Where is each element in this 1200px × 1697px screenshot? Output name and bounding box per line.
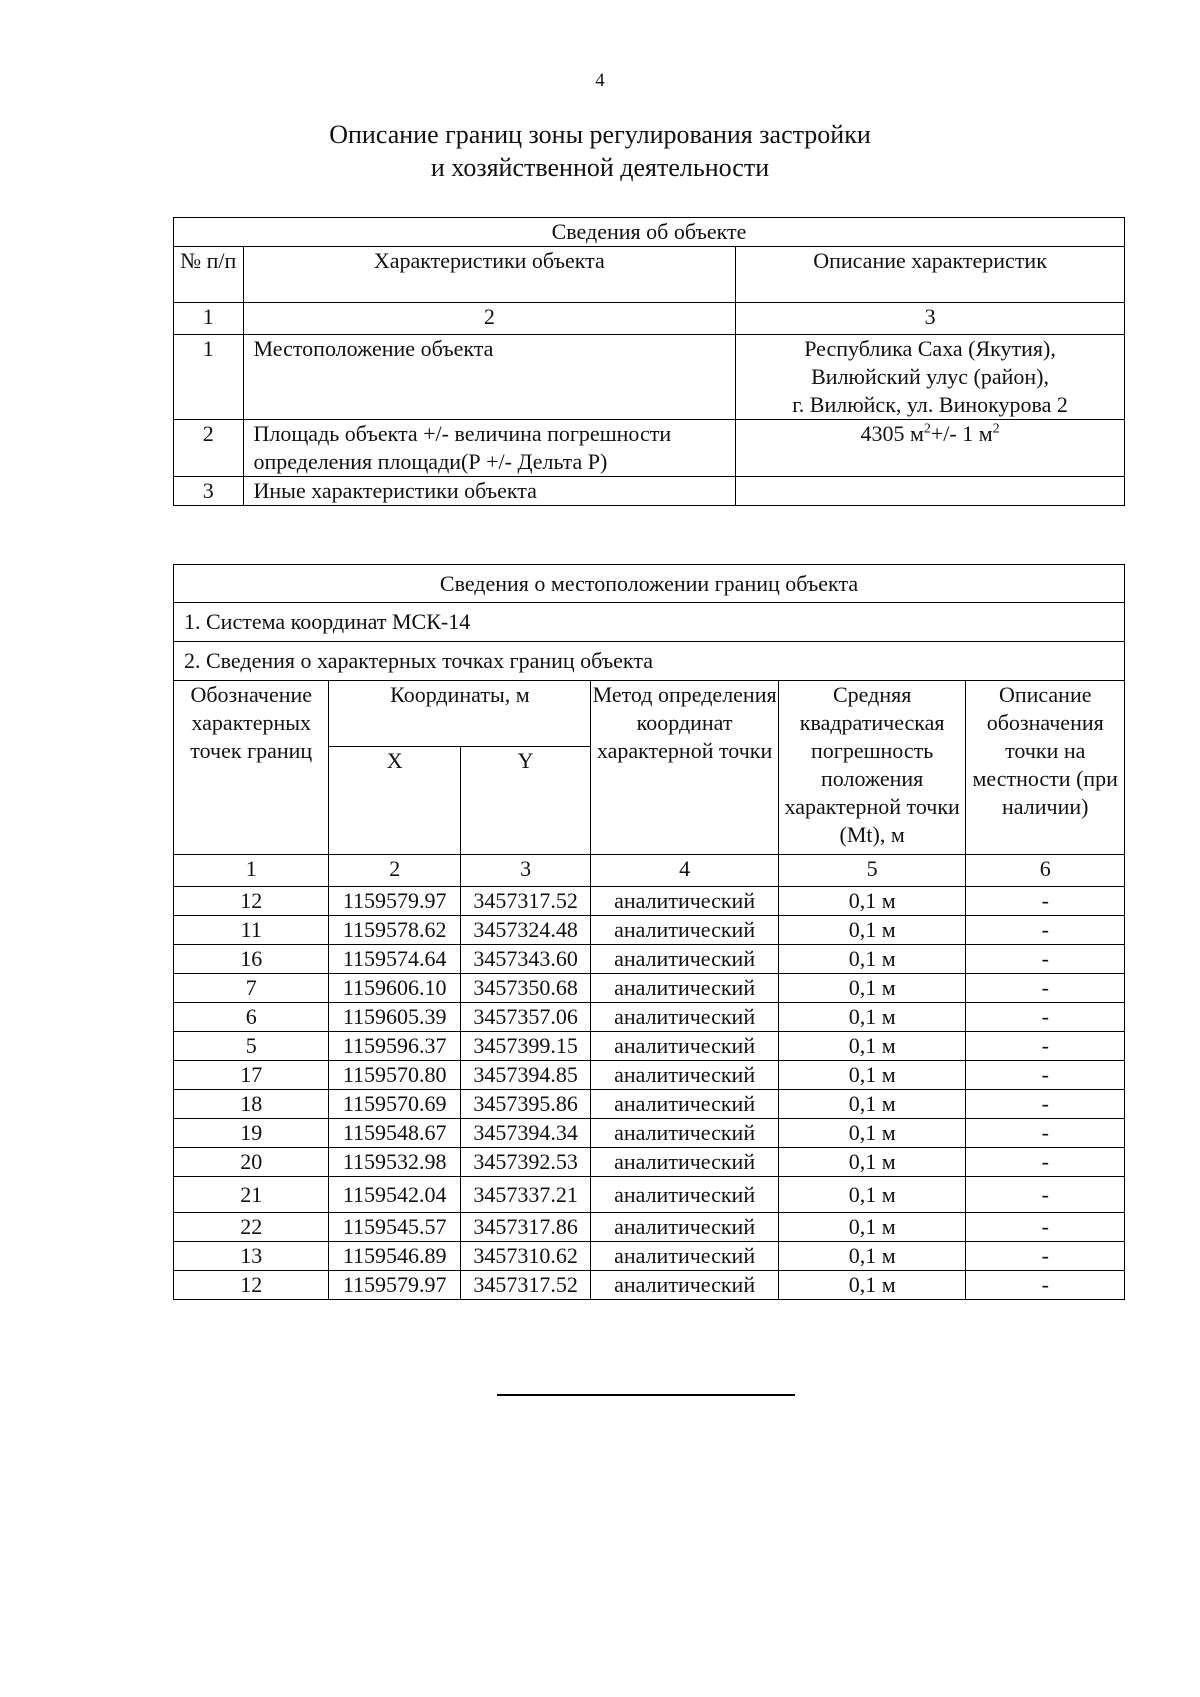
error: 0,1 м <box>778 916 966 945</box>
point-label: 5 <box>174 1032 329 1061</box>
coordinates-table <box>173 564 1125 1300</box>
error: 0,1 м <box>778 1090 966 1119</box>
coord-y: 3457399.15 <box>460 1032 590 1061</box>
point-label: 20 <box>174 1148 329 1177</box>
coord-x: 1159579.97 <box>329 887 460 916</box>
coord-x: 1159542.04 <box>329 1177 460 1213</box>
method: аналитический <box>591 1003 779 1032</box>
method: аналитический <box>591 887 779 916</box>
point-label: 11 <box>174 916 329 945</box>
col-header-description: Описание характеристик <box>736 247 1125 303</box>
coord-y: 3457394.85 <box>460 1061 590 1090</box>
table-row <box>174 1032 1125 1061</box>
col-header-x: X <box>329 747 460 855</box>
signature-line <box>497 1394 795 1396</box>
error: 0,1 м <box>778 1148 966 1177</box>
col-header-coordinates: Координаты, м <box>329 681 591 747</box>
page-number: 4 <box>595 70 605 91</box>
point-label: 12 <box>174 1271 329 1300</box>
error: 0,1 м <box>778 1061 966 1090</box>
col-header-point: Обозначение характерных точек границ <box>174 681 329 855</box>
point-description: - <box>966 1177 1125 1213</box>
point-description: - <box>966 1213 1125 1242</box>
point-description: - <box>966 1148 1125 1177</box>
row-number: 1 <box>174 335 244 420</box>
point-label: 13 <box>174 1242 329 1271</box>
title-line-1: Описание границ зоны регулирования застройки <box>329 120 871 149</box>
coord-y: 3457395.86 <box>460 1090 590 1119</box>
coords-table-heading: Сведения о местоположении границ объекта <box>174 565 1125 603</box>
error: 0,1 м <box>778 945 966 974</box>
point-description: - <box>966 974 1125 1003</box>
point-description: - <box>966 1119 1125 1148</box>
point-description: - <box>966 945 1125 974</box>
point-description: - <box>966 1271 1125 1300</box>
table-row <box>174 1242 1125 1271</box>
error: 0,1 м <box>778 974 966 1003</box>
row-characteristic: Иные характеристики объекта <box>243 477 736 506</box>
coord-y: 3457343.60 <box>460 945 590 974</box>
col-header-point-description: Описание обозначения точки на местности (при наличии) <box>966 681 1125 855</box>
title-line-2: и хозяйственной деятельности <box>430 153 770 182</box>
coord-y: 3457317.52 <box>460 887 590 916</box>
row-number: 3 <box>174 477 244 506</box>
object-table-heading: Сведения об объекте <box>174 218 1125 247</box>
coord-x: 1159605.39 <box>329 1003 460 1032</box>
table-row <box>174 1271 1125 1300</box>
location-line: г. Вилюйск, ул. Винокурова 2 <box>792 392 1068 417</box>
table-row <box>174 887 1125 916</box>
location-line: Вилюйский улус (район), <box>811 364 1049 389</box>
col-index: 6 <box>966 855 1125 887</box>
point-description: - <box>966 1032 1125 1061</box>
location-line: Республика Саха (Якутия), <box>804 336 1056 361</box>
col-header-num: № п/п <box>174 247 244 303</box>
col-index: 5 <box>778 855 966 887</box>
method: аналитический <box>591 1177 779 1213</box>
table-row <box>174 1003 1125 1032</box>
method: аналитический <box>591 1090 779 1119</box>
col-header-y: Y <box>460 747 590 855</box>
row-characteristic: Местоположение объекта <box>243 335 736 420</box>
coord-x: 1159546.89 <box>329 1242 460 1271</box>
object-info-table <box>173 217 1125 506</box>
coord-y: 3457310.62 <box>460 1242 590 1271</box>
coord-y: 3457337.21 <box>460 1177 590 1213</box>
table-row <box>174 420 1125 477</box>
point-label: 12 <box>174 887 329 916</box>
coord-y: 3457324.48 <box>460 916 590 945</box>
method: аналитический <box>591 974 779 1003</box>
error: 0,1 м <box>778 1003 966 1032</box>
row-number: 2 <box>174 420 244 477</box>
col-header-error: Средняя квадратическая погрешность положения характерной точки (Mt), м <box>778 681 966 855</box>
col-index: 3 <box>460 855 590 887</box>
error: 0,1 м <box>778 1119 966 1148</box>
point-label: 17 <box>174 1061 329 1090</box>
coord-x: 1159606.10 <box>329 974 460 1003</box>
table-row <box>174 477 1125 506</box>
coordinate-system: 1. Система координат МСК-14 <box>174 603 1125 642</box>
coord-x: 1159574.64 <box>329 945 460 974</box>
location-description <box>736 335 1125 420</box>
error: 0,1 м <box>778 1177 966 1213</box>
table-row <box>174 1177 1125 1213</box>
point-description: - <box>966 1003 1125 1032</box>
error: 0,1 м <box>778 1213 966 1242</box>
page-title <box>0 118 1200 184</box>
table-row <box>174 1148 1125 1177</box>
coord-x: 1159579.97 <box>329 1271 460 1300</box>
point-label: 21 <box>174 1177 329 1213</box>
coord-x: 1159570.69 <box>329 1090 460 1119</box>
method: аналитический <box>591 1213 779 1242</box>
points-heading: 2. Сведения о характерных точках границ объекта <box>174 642 1125 681</box>
table-row <box>174 945 1125 974</box>
col-index: 1 <box>174 855 329 887</box>
point-description: - <box>966 887 1125 916</box>
table-row <box>174 974 1125 1003</box>
method: аналитический <box>591 1242 779 1271</box>
table-row <box>174 1119 1125 1148</box>
method: аналитический <box>591 916 779 945</box>
coord-y: 3457392.53 <box>460 1148 590 1177</box>
method: аналитический <box>591 1148 779 1177</box>
coord-y: 3457357.06 <box>460 1003 590 1032</box>
row-description <box>736 477 1125 506</box>
point-description: - <box>966 1061 1125 1090</box>
col-index: 1 <box>174 303 244 335</box>
col-index: 4 <box>591 855 779 887</box>
point-label: 16 <box>174 945 329 974</box>
method: аналитический <box>591 1032 779 1061</box>
table-row <box>174 1061 1125 1090</box>
coord-x: 1159596.37 <box>329 1032 460 1061</box>
row-characteristic: Площадь объекта +/- величина погрешности определения площади(Р +/- Дельта Р) <box>243 420 736 477</box>
point-description: - <box>966 916 1125 945</box>
point-label: 6 <box>174 1003 329 1032</box>
coord-x: 1159570.80 <box>329 1061 460 1090</box>
method: аналитический <box>591 1119 779 1148</box>
col-index: 2 <box>243 303 736 335</box>
area-value: 4305 $м^2+/-$ 1 $м^2$ <box>736 420 1125 477</box>
error: 0,1 м <box>778 1032 966 1061</box>
table-row <box>174 916 1125 945</box>
coord-x: 1159545.57 <box>329 1213 460 1242</box>
method: аналитический <box>591 945 779 974</box>
table-row <box>174 335 1125 420</box>
error: 0,1 м <box>778 1271 966 1300</box>
point-label: 22 <box>174 1213 329 1242</box>
table-row <box>174 1090 1125 1119</box>
table-row <box>174 1213 1125 1242</box>
coord-x: 1159548.67 <box>329 1119 460 1148</box>
coord-x: 1159532.98 <box>329 1148 460 1177</box>
error: 0,1 м <box>778 887 966 916</box>
point-description: - <box>966 1242 1125 1271</box>
method: аналитический <box>591 1271 779 1300</box>
error: 0,1 м <box>778 1242 966 1271</box>
coord-y: 3457317.52 <box>460 1271 590 1300</box>
point-description: - <box>966 1090 1125 1119</box>
coord-y: 3457317.86 <box>460 1213 590 1242</box>
point-label: 19 <box>174 1119 329 1148</box>
coord-y: 3457350.68 <box>460 974 590 1003</box>
col-header-characteristics: Характеристики объекта <box>243 247 736 303</box>
col-index: 3 <box>736 303 1125 335</box>
col-header-method: Метод определения координат характерной точки <box>591 681 779 855</box>
coord-y: 3457394.34 <box>460 1119 590 1148</box>
method: аналитический <box>591 1061 779 1090</box>
point-label: 18 <box>174 1090 329 1119</box>
coord-x: 1159578.62 <box>329 916 460 945</box>
col-index: 2 <box>329 855 460 887</box>
point-label: 7 <box>174 974 329 1003</box>
